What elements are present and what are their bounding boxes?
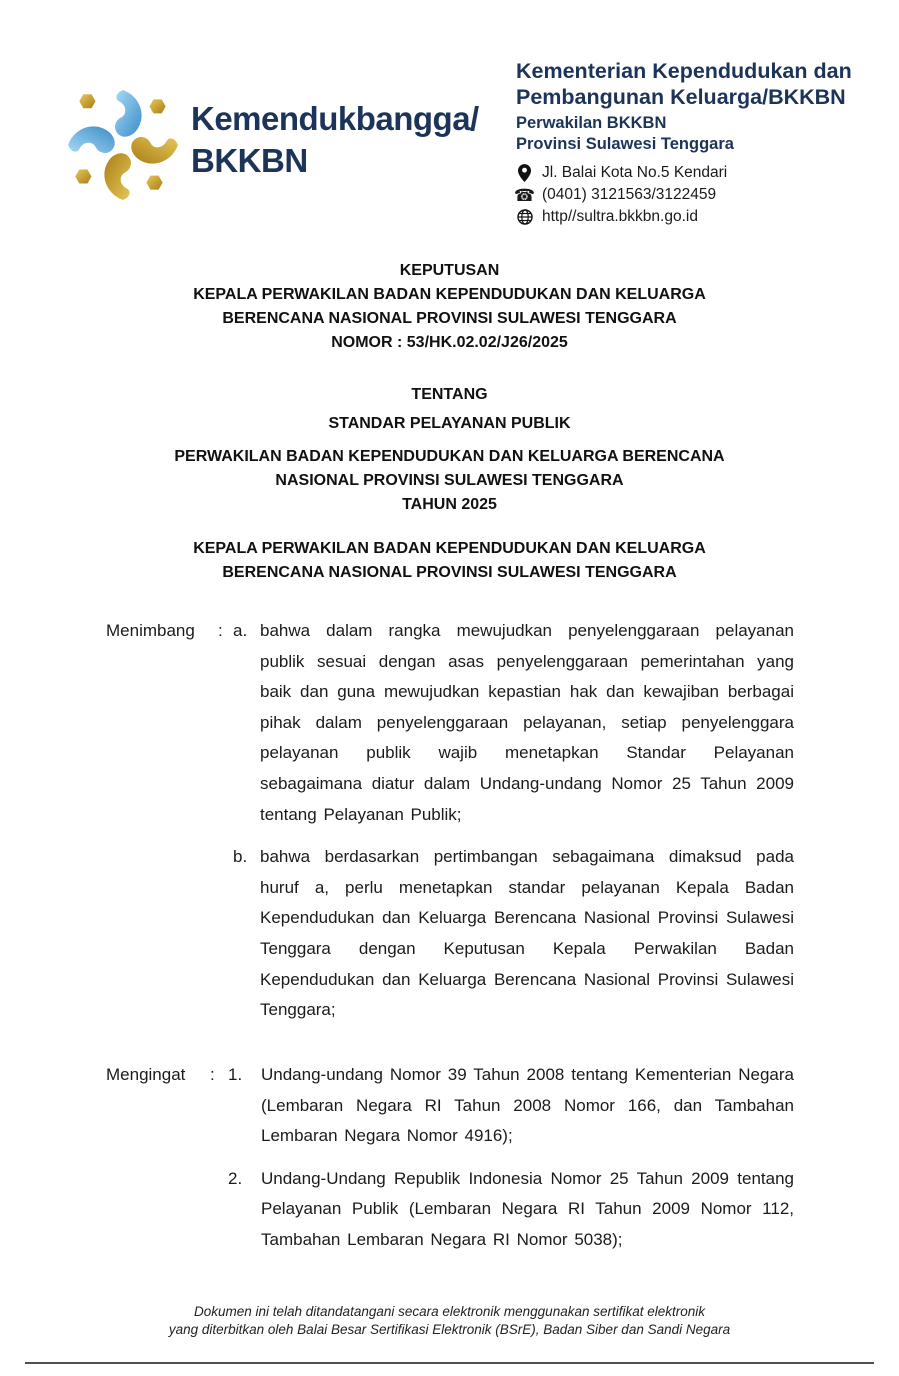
brand-wordmark <box>191 98 511 182</box>
mengingat-item-2 <box>228 1164 794 1256</box>
decree-number: NOMOR : 53/HK.02.02/J26/2025 <box>331 334 568 351</box>
letterhead-right <box>513 58 876 228</box>
menimbang-section <box>106 616 794 1038</box>
decree-issuer <box>0 537 899 585</box>
contact-block <box>513 162 876 228</box>
bkkbn-logo <box>62 84 184 206</box>
ministry-name-line-2: Pembangunan Keluarga/BKKBN <box>516 85 846 109</box>
brand-line-2: BKKBN <box>191 142 308 179</box>
mengingat-section <box>106 1060 794 1268</box>
decree-heading-line: KEPALA PERWAKILAN BADAN KEPENDUDUKAN DAN KELUARGA <box>193 286 706 303</box>
menimbang-label: Menimbang <box>106 621 195 640</box>
tentang-label: TENTANG <box>411 386 488 403</box>
office-name: Perwakilan BKKBN <box>516 114 667 132</box>
subject-detail-line: NASIONAL PROVINSI SULAWESI TENGGARA <box>275 472 624 489</box>
phone-icon: ☎ <box>513 185 536 205</box>
page-bottom-rule <box>25 1362 874 1364</box>
subject-detail-line: TAHUN 2025 <box>402 496 497 513</box>
item-text: Undang-undang Nomor 39 Tahun 2008 tentang Kementerian Negara (Lembaran Negara RI Tahun 2008 Nomor 166, dan Tambahan Lembaran Negara Nomor 4916); <box>261 1065 794 1146</box>
decree-heading-line: KEPUTUSAN <box>399 262 500 279</box>
province-name: Provinsi Sulawesi Tenggara <box>516 135 734 153</box>
item-marker: 2. <box>228 1168 243 1188</box>
website-row <box>516 206 876 228</box>
item-text: Undang-Undang Republik Indonesia Nomor 25 Tahun 2009 tentang Pelayanan Publik (Lembaran Negara RI Tahun 2009 Nomor 112, Tambahan Lembaran Negara RI Nomor 5038); <box>261 1168 794 1249</box>
phone-text: (0401) 3121563/3122459 <box>542 186 717 203</box>
mengingat-colon: : <box>210 1065 215 1084</box>
subject-detail-line: PERWAKILAN BADAN KEPENDUDUKAN DAN KELUARGA BERENCANA <box>174 448 725 465</box>
brand-line-1: Kemendukbangga/ <box>191 100 479 137</box>
bkkbn-logo-graphic <box>62 84 184 206</box>
mengingat-label: Mengingat <box>106 1065 186 1084</box>
issuer-line: BERENCANA NASIONAL PROVINSI SULAWESI TENGGARA <box>222 564 677 581</box>
signature-notice-line-1: Dokumen ini telah ditandatangani secara elektronik menggunakan sertifikat elektronik <box>193 1304 706 1319</box>
menimbang-colon: : <box>218 621 223 640</box>
decree-heading-line: BERENCANA NASIONAL PROVINSI SULAWESI TENGGARA <box>222 310 677 327</box>
item-marker: b. <box>233 847 248 867</box>
issuer-line: KEPALA PERWAKILAN BADAN KEPENDUDUKAN DAN KELUARGA <box>193 540 706 557</box>
electronic-signature-notice <box>0 1303 899 1339</box>
decree-heading <box>0 259 899 355</box>
item-marker: a. <box>233 621 248 640</box>
website-text: http//sultra.bkkbn.go.id <box>542 208 698 225</box>
item-text: bahwa berdasarkan pertimbangan sebagaimana dimaksud pada huruf a, perlu menetapkan standar pelayanan Kepala Badan Kependudukan dan Keluarga Berencana Nasional Provinsi Sulawesi Tenggara dengan Keputusan Kepala Perwakilan Badan Kependudukan dan Keluarga Berencana Nasional Provinsi Sulawesi Tenggara; <box>260 847 794 1020</box>
location-pin-icon <box>516 164 533 182</box>
decree-subject: STANDAR PELAYANAN PUBLIK <box>328 415 571 432</box>
decree-subject-detail <box>0 445 899 517</box>
globe-icon <box>516 209 533 225</box>
address-text: Jl. Balai Kota No.5 Kendari <box>542 164 728 181</box>
phone-row <box>513 184 876 206</box>
address-row <box>516 162 876 184</box>
ministry-name-line-1: Kementerian Kependudukan dan <box>516 59 852 83</box>
item-marker: 1. <box>228 1065 243 1084</box>
item-text: bahwa dalam rangka mewujudkan penyelenggaraan pelayanan publik sesuai dengan asas penyelenggaraan pemerintahan yang baik dan guna mewujudkan kepastian hak dan kewajiban berbagai pihak dalam penyelenggaraan pelayanan, setiap penyelenggara pelayanan publik wajib menetapkan Standar Pelayanan sebagaimana diatur dalam Undang-undang Nomor 25 Tahun 2009 tentang Pelayanan Publik; <box>260 621 794 824</box>
signature-notice-line-2: yang diterbitkan oleh Balai Besar Sertifikasi Elektronik (BSrE), Badan Siber dan Sandi Negara <box>168 1322 731 1337</box>
menimbang-item-b <box>233 842 794 1026</box>
mengingat-item-1 <box>228 1060 794 1152</box>
menimbang-item-a <box>233 616 794 830</box>
